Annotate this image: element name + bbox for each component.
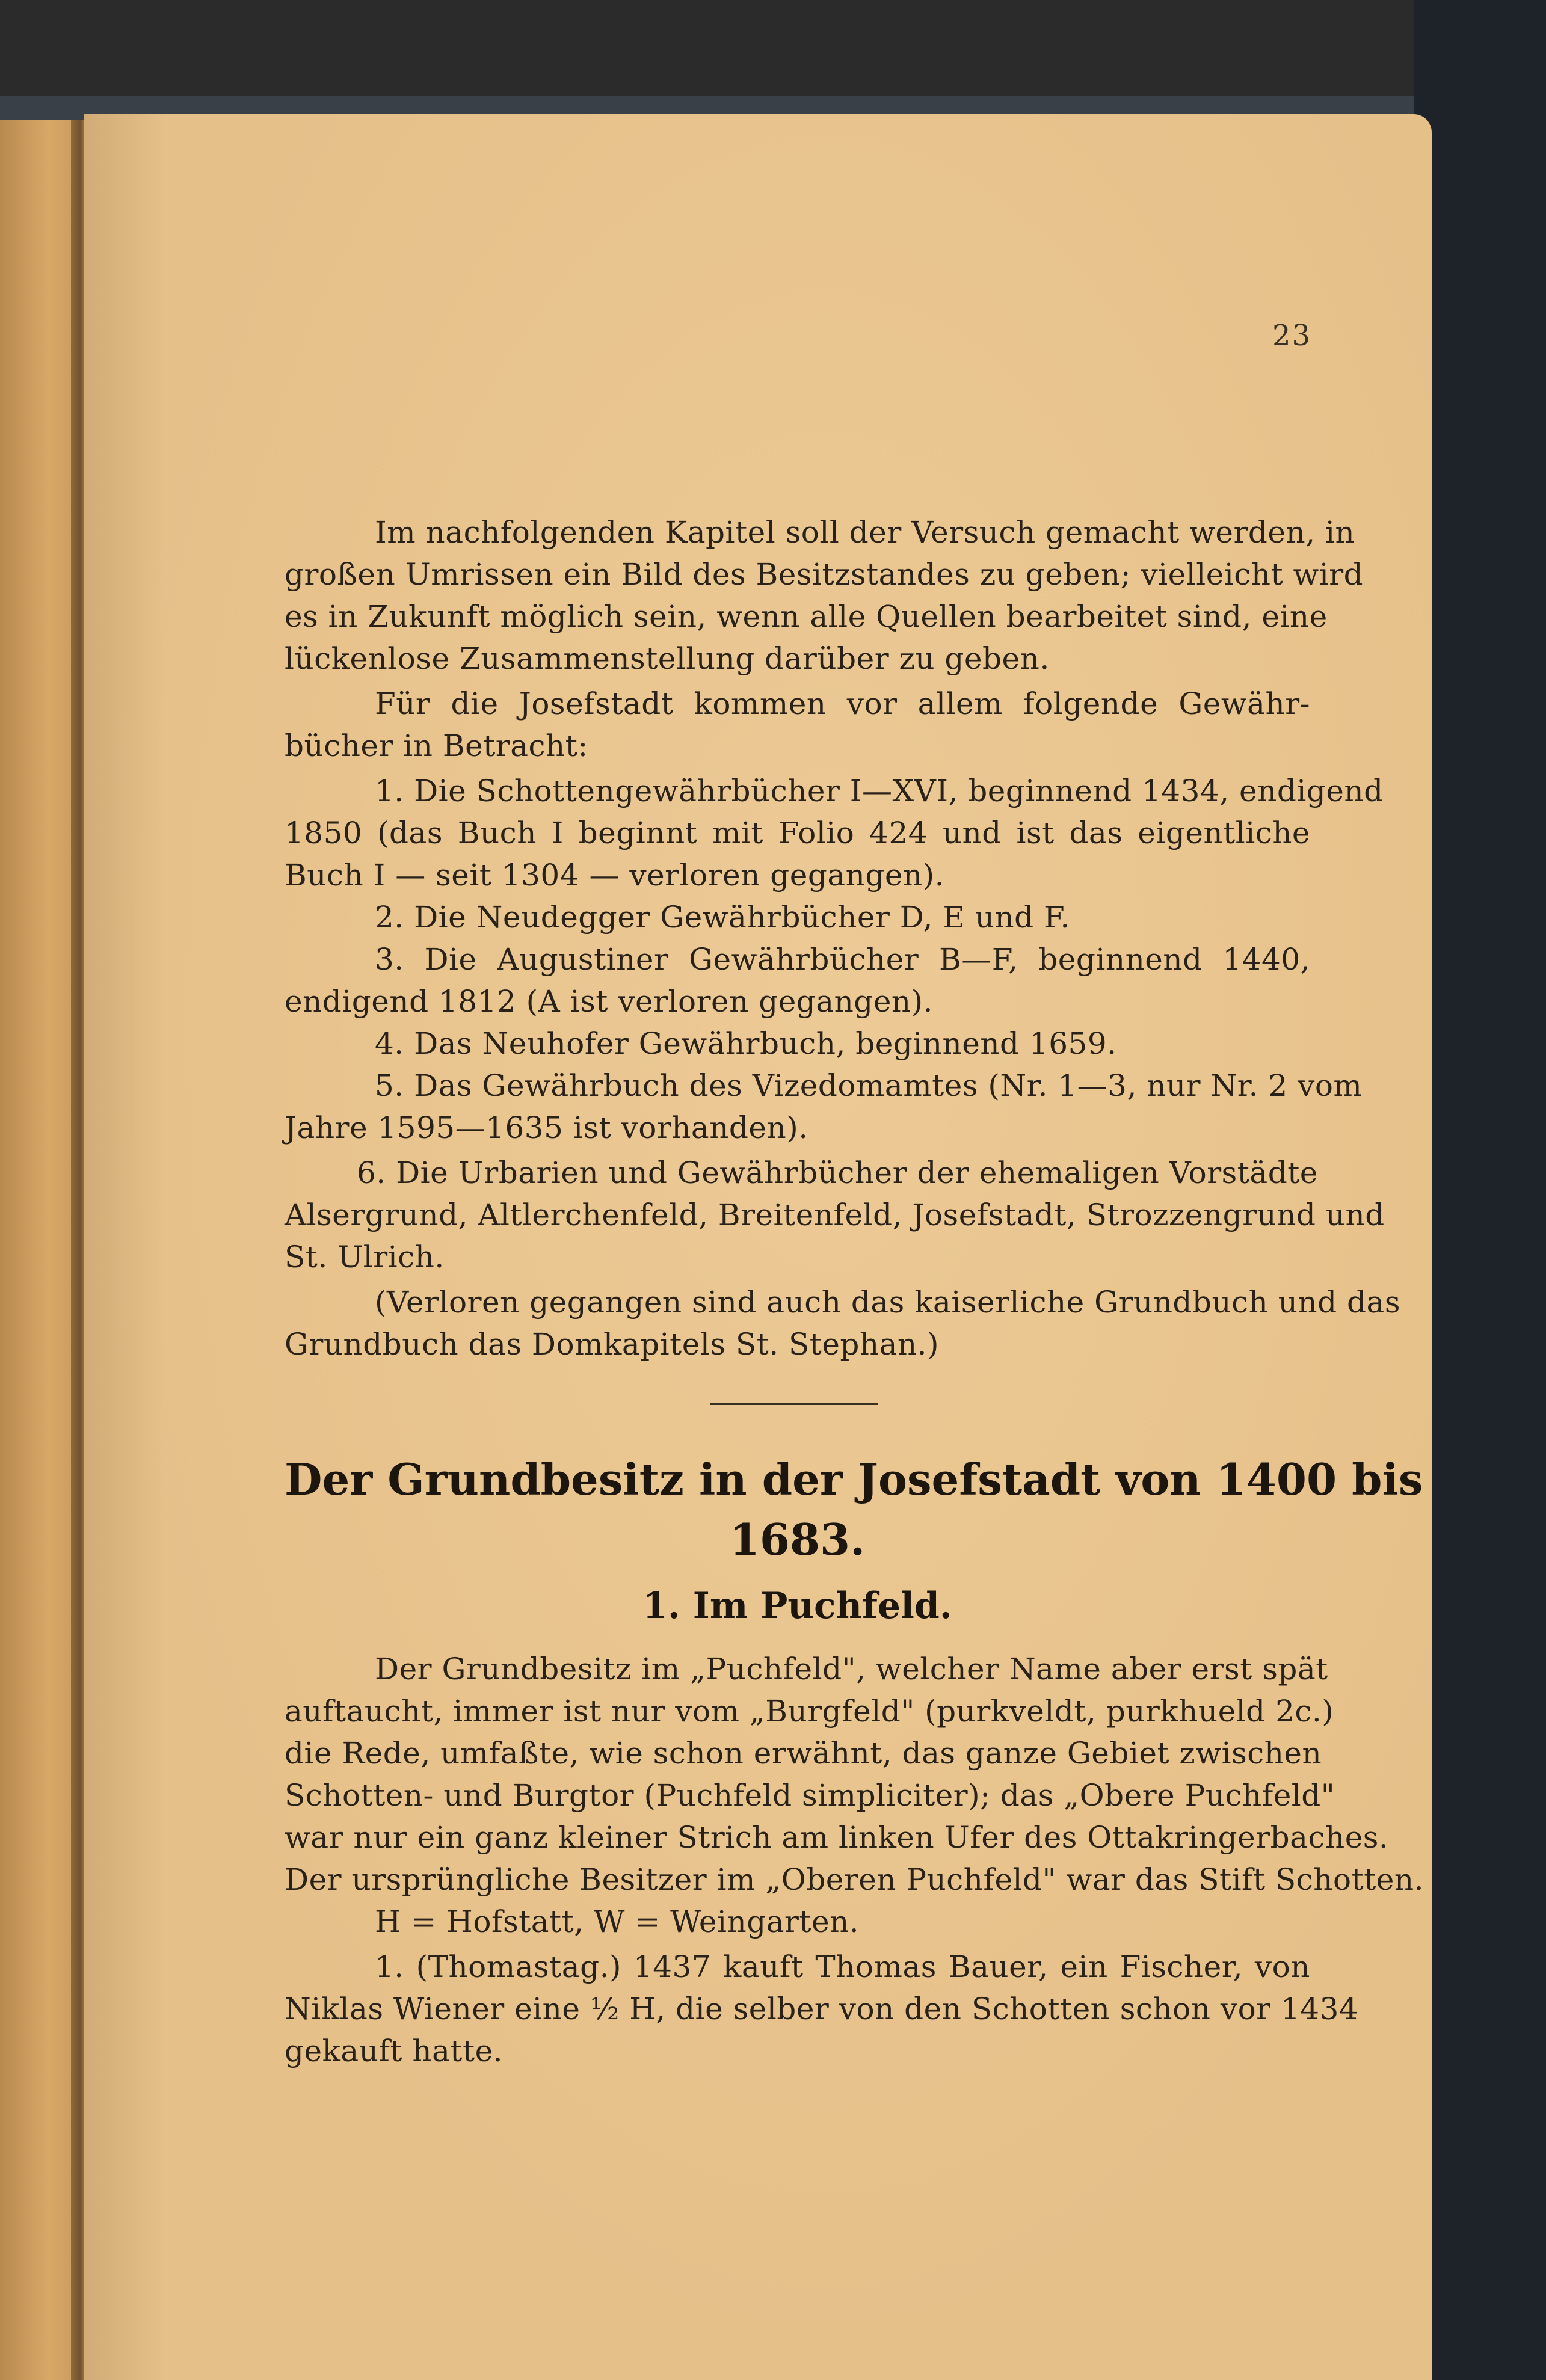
text-line: Der ursprüngliche Besitzer im „Oberen Puchfeld" war das Stift Schotten. [285, 1862, 1424, 1897]
text-line: Im nachfolgenden Kapitel soll der Versuch gemacht werden, in [375, 515, 1355, 550]
text-line: auftaucht, immer ist nur vom „Burgfeld" (purkveldt, purkhueld 2c.) [285, 1694, 1334, 1729]
book-cover-spine [1414, 0, 1546, 2380]
section-divider [710, 1403, 878, 1405]
text-line: die Rede, umfaßte, wie schon erwähnt, das ganze Gebiet zwischen [285, 1736, 1322, 1771]
text-line: Schotten- und Burgtor (Puchfeld simpliciter); das „Obere Puchfeld" [285, 1778, 1335, 1813]
text-line: war nur ein ganz kleiner Strich am linken Ufer des Ottakringerbaches. [285, 1820, 1389, 1855]
text-line: Alsergrund, Altlerchenfeld, Breitenfeld, Josefstadt, Strozzengrund und [285, 1198, 1385, 1232]
list-item: 1. Die Schottengewährbücher I—XVI, beginnend 1434, endigend [375, 773, 1384, 808]
text-line: (Verloren gegangen sind auch das kaiserliche Grundbuch und das [375, 1285, 1400, 1320]
list-item: 2. Die Neudegger Gewährbücher D, E und F. [375, 900, 1070, 935]
text-line: H = Hofstatt, W = Weingarten. [375, 1904, 860, 1939]
text-line: Der Grundbesitz im „Puchfeld", welcher Name aber erst spät [375, 1652, 1328, 1687]
list-item: 5. Das Gewährbuch des Vizedomamtes (Nr. 1—3, nur Nr. 2 vom [375, 1068, 1363, 1103]
text-line: Grundbuch das Domkapitels St. Stephan.) [285, 1327, 940, 1362]
section-heading: Der Grundbesitz in der Josefstadt von 1400 bis [285, 1454, 1423, 1505]
book-page [84, 114, 1432, 2380]
text-line: Für die Josefstadt kommen vor allem folgende Gewähr- [375, 686, 1310, 721]
subsection-heading: 1. Im Puchfeld. [642, 1585, 952, 1627]
list-item: 4. Das Neuhofer Gewährbuch, beginnend 1659. [375, 1026, 1117, 1061]
page-number: 23 [1272, 319, 1312, 352]
text-line: Niklas Wiener eine ½ H, die selber von den Schotten schon vor 1434 [285, 1991, 1359, 2026]
list-item: 6. Die Urbarien und Gewährbücher der ehemaligen Vorstädte [357, 1155, 1318, 1190]
text-line: bücher in Betracht: [285, 728, 588, 763]
list-item: 3. Die Augustiner Gewährbücher B—F, beginnend 1440, [375, 942, 1310, 977]
text-line: endigend 1812 (A ist verloren gegangen). [285, 984, 934, 1019]
text-line: 1850 (das Buch I beginnt mit Folio 424 und ist das eigentliche [285, 816, 1310, 850]
text-line: es in Zukunft möglich sein, wenn alle Quellen bearbeitet sind, eine [285, 599, 1328, 634]
list-item: 1. (Thomastag.) 1437 kauft Thomas Bauer, ein Fischer, von [375, 1949, 1310, 1984]
text-line: Buch I — seit 1304 — verloren gegangen). [285, 858, 945, 893]
section-heading-continued: 1683. [729, 1514, 866, 1565]
text-line: St. Ulrich. [285, 1240, 445, 1275]
text-line: lückenlose Zusammenstellung darüber zu geben. [285, 641, 1050, 676]
text-line: gekauft hatte. [285, 2034, 504, 2068]
text-line: Jahre 1595—1635 ist vorhanden). [285, 1110, 808, 1145]
text-line: großen Umrissen ein Bild des Besitzstandes zu geben; vielleicht wird [285, 557, 1364, 592]
